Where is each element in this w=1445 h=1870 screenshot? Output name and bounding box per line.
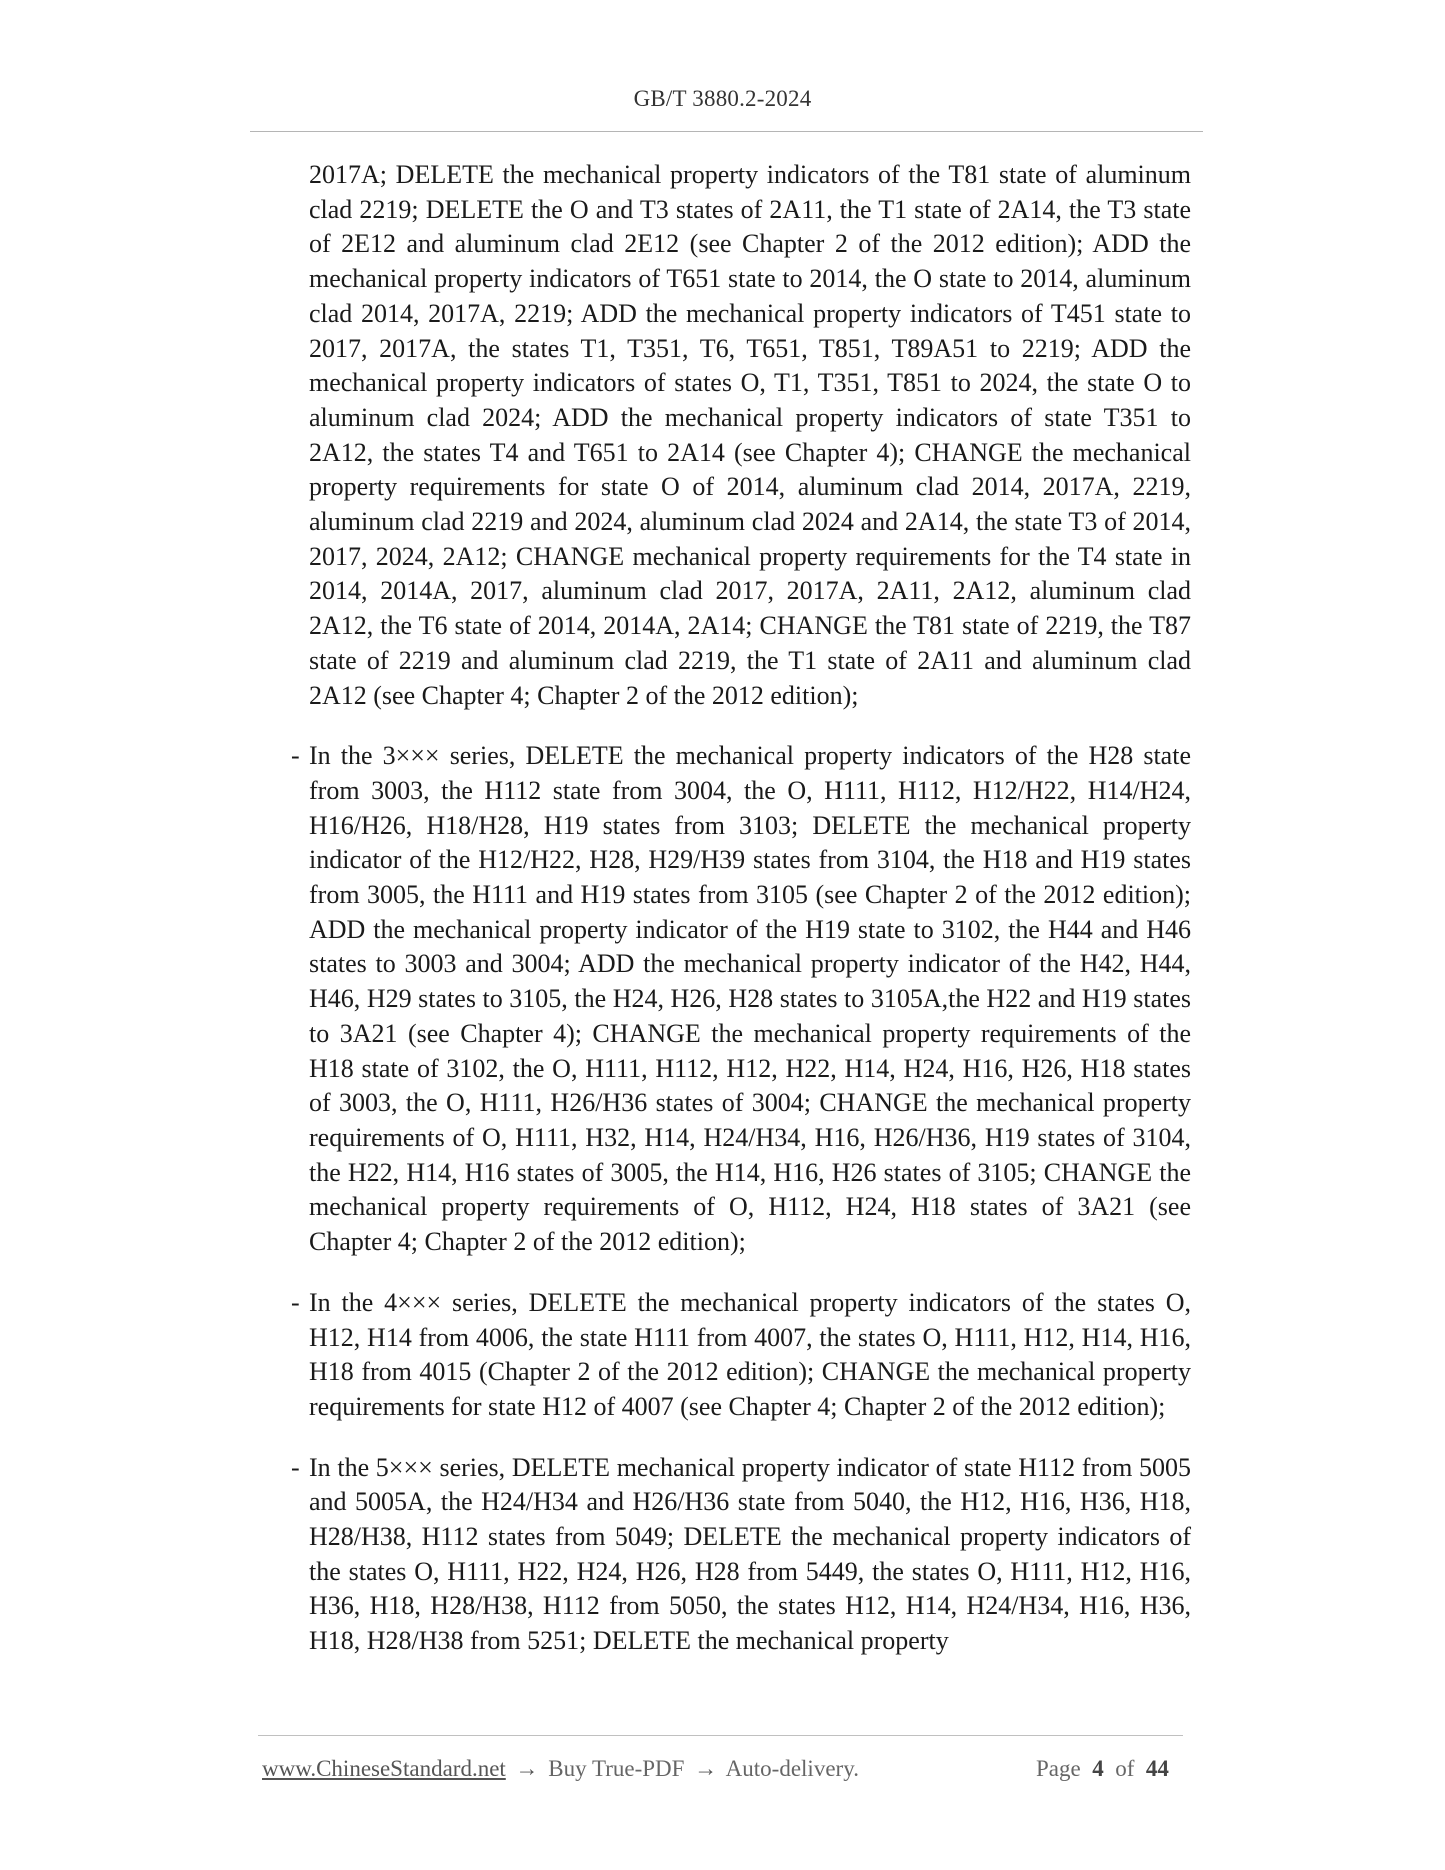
list-bullet: - (291, 741, 300, 771)
footer-divider (258, 1735, 1183, 1736)
arrow-right-icon: → (515, 1756, 539, 1781)
page-label: Page (1036, 1756, 1081, 1781)
footer-promo (262, 1756, 859, 1782)
footer-step-delivery: Auto-delivery. (725, 1756, 859, 1781)
document-body (291, 158, 1191, 1659)
arrow-right-icon: → (694, 1756, 718, 1781)
list-bullet: - (291, 1452, 300, 1482)
list-bullet: - (291, 1287, 300, 1317)
paragraph-continuation (309, 158, 1191, 713)
list-item-3xxx-series (291, 739, 1191, 1260)
of-label: of (1115, 1756, 1135, 1781)
footer-step-buy: Buy True-PDF (548, 1756, 685, 1781)
website-link[interactable]: www.ChineseStandard.net (262, 1756, 506, 1781)
paragraph-text: In the 5××× series, DELETE mechanical property indicator of state H112 from 5005 and 5005A, the H24/H34 and H26/H36 state from 5040, the H12, H16, H36, H18, H28/H38, H112 states from 5049; DELETE the mechanical property indicators of the states O, H111, H22, H24, H26, H28 from 5449, the states O, H111, H12, H16, H36, H18, H28/H38, H112 from 5050, the states H12, H14, H24/H34, H16, H36, H18, H28/H38 from 5251; DELETE the mechanical property (309, 1452, 1191, 1656)
paragraph-text: In the 3××× series, DELETE the mechanical property indicators of the H28 state from 3003, the H112 state from 3004, the O, H111, H112, H12/H22, H14/H24, H16/H26, H18/H28, H19 states from 3103; DELETE the mechanical property indicator of the H12/H22, H28, H29/H39 states from 3104, the H18 and H19 states from 3005, the H111 and H19 states from 3105 (see Chapter 2 of the 2012 edition); ADD the mechanical property indicator of the H19 state to 3102, the H44 and H46 states to 3003 and 3004; ADD the mechanical property indicator of the H42, H44, H46, H29 states to 3105, the H24, H26, H28 states to 3105A,the H22 and H19 states to 3A21 (see Chapter 4); CHANGE the mechanical property requirements of the H18 state of 3102, the O, H111, H112, H12, H22, H14, H24, H16, H26, H18 states of 3003, the O, H111, H26/H36 states of 3004; CHANGE the mechanical property requirements of O, H111, H32, H14, H24/H34, H16, H26/H36, H19 states of 3104, the H22, H14, H16 states of 3005, the H14, H16, H26 states of 3105; CHANGE the mechanical property requirements of O, H112, H24, H18 states of 3A21 (see Chapter 4; Chapter 2 of the 2012 edition); (309, 741, 1191, 1257)
header-divider (250, 131, 1203, 132)
list-item-4xxx-series (291, 1286, 1191, 1425)
page-current: 4 (1092, 1756, 1104, 1781)
paragraph-text: In the 4××× series, DELETE the mechanical property indicators of the states O, H12, H14 from 4006, the state H111 from 4007, the states O, H111, H12, H14, H16, H18 from 4015 (Chapter 2 of the 2012 edition); CHANGE the mechanical property requirements for state H12 of 4007 (see Chapter 4; Chapter 2 of the 2012 edition); (309, 1287, 1191, 1421)
page-number (1036, 1756, 1169, 1782)
page-total: 44 (1145, 1756, 1169, 1781)
paragraph-text: 2017A; DELETE the mechanical property indicators of the T81 state of aluminum clad 2219; DELETE the O and T3 states of 2A11, the T1 state of 2A14, the T3 state of 2E12 and aluminum clad 2E12 (see Chapter 2 of the 2012 edition); ADD the mechanical property indicators of T651 state to 2014, the O state to 2014, aluminum clad 2014, 2017A, 2219; ADD the mechanical property indicators of T451 state to 2017, 2017A, the states T1, T351, T6, T651, T851, T89A51 to 2219; ADD the mechanical property indicators of states O, T1, T351, T851 to 2024, the state O to aluminum clad 2024; ADD the mechanical property indicators of state T351 to 2A12, the states T4 and T651 to 2A14 (see Chapter 4); CHANGE the mechanical property requirements for state O of 2014, aluminum clad 2014, 2017A, 2219, aluminum clad 2219 and 2024, aluminum clad 2024 and 2A14, the state T3 of 2014, 2017, 2024, 2A12; CHANGE mechanical property requirements for the T4 state in 2014, 2014A, 2017, aluminum clad 2017, 2017A, 2A11, 2A12, aluminum clad 2A12, the T6 state of 2014, 2014A, 2A14; CHANGE the T81 state of 2219, the T87 state of 2219 and aluminum clad 2219, the T1 state of 2A11 and aluminum clad 2A12 (see Chapter 4; Chapter 2 of the 2012 edition); (309, 160, 1191, 710)
page-header-title: GB/T 3880.2-2024 (633, 86, 812, 111)
list-item-5xxx-series (291, 1451, 1191, 1659)
